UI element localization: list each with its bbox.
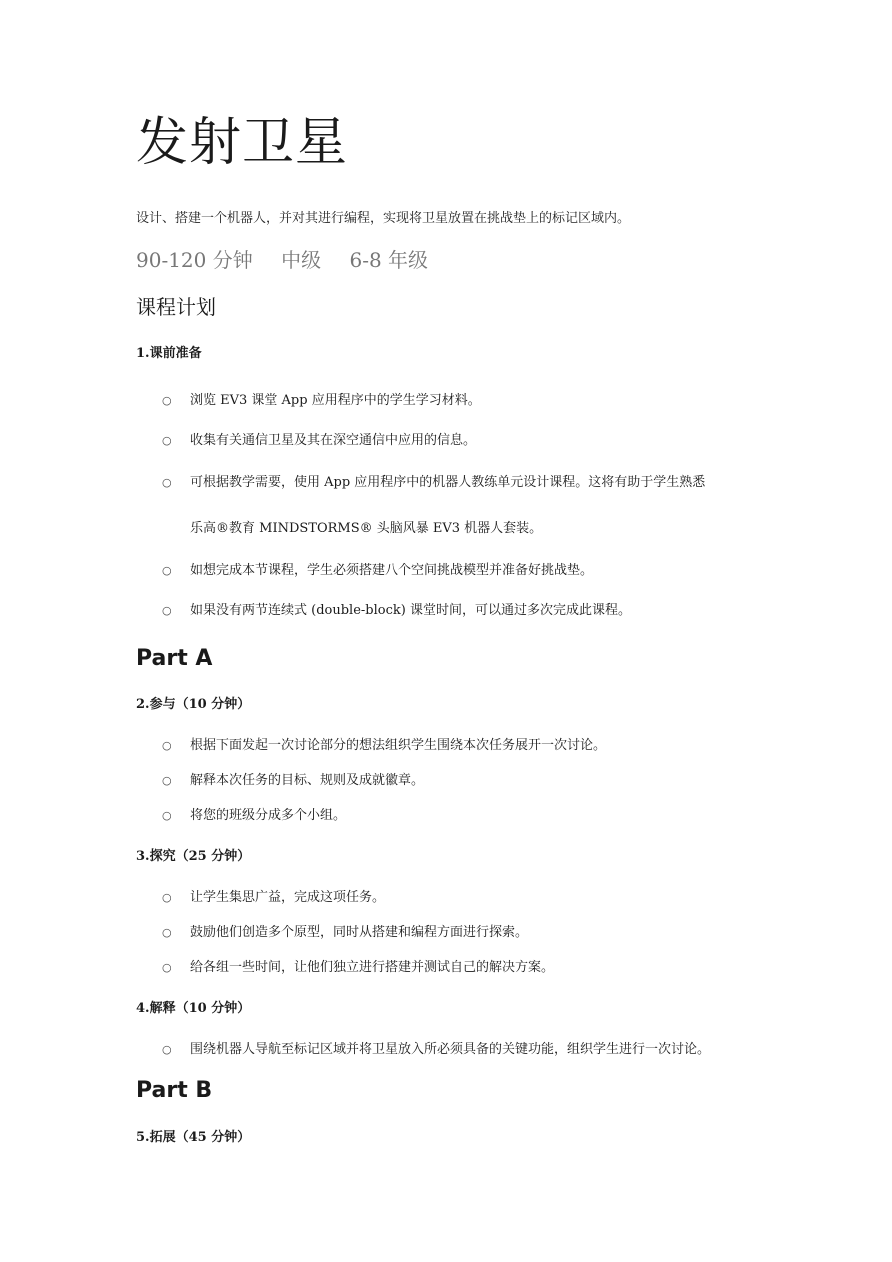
bullet-icon: ○ — [162, 774, 172, 787]
level-label: 中级 — [281, 248, 322, 272]
list-item-text: 如果没有两节连续式 (double-block) 课堂时间，可以通过多次完成此课程。 — [190, 603, 631, 618]
explain-heading: 4.解释（10 分钟） — [136, 1001, 251, 1016]
list-item-text: 鼓励他们创造多个原型，同时从搭建和编程方面进行探索。 — [190, 925, 529, 940]
list-item-text: 如想完成本节课程，学生必须搭建八个空间挑战模型并准备好挑战垫。 — [190, 563, 594, 578]
duration-label: 90-120 分钟 — [136, 248, 253, 272]
list-item-text: 可根据教学需要，使用 App 应用程序中的机器人教练单元设计课程。这将有助于学生熟悉 — [190, 475, 706, 490]
bullet-icon: ○ — [162, 604, 172, 617]
bullet-icon: ○ — [162, 1043, 172, 1056]
bullet-icon: ○ — [162, 434, 172, 447]
bullet-icon: ○ — [162, 809, 172, 822]
list-item-text: 浏览 EV3 课堂 App 应用程序中的学生学习材料。 — [190, 393, 481, 408]
bullet-icon: ○ — [162, 926, 172, 939]
list-item-text: 围绕机器人导航至标记区域并将卫星放入所必须具备的关键功能，组织学生进行一次讨论。 — [190, 1042, 711, 1057]
bullet-icon: ○ — [162, 394, 172, 407]
list-item-text: 给各组一些时间，让他们独立进行搭建并测试自己的解决方案。 — [190, 960, 555, 975]
list-item-text: 收集有关通信卫星及其在深空通信中应用的信息。 — [190, 433, 477, 448]
list-item-text: 乐高®教育 MINDSTORMS® 头脑风暴 EV3 机器人套装。 — [190, 521, 543, 536]
bullet-icon: ○ — [162, 564, 172, 577]
part-b-heading: Part B — [136, 1078, 213, 1103]
engage-heading: 2.参与（10 分钟） — [136, 697, 251, 712]
prep-heading: 1.课前准备 — [136, 346, 202, 361]
bullet-icon: ○ — [162, 891, 172, 904]
lesson-meta — [136, 244, 450, 276]
list-item-text: 将您的班级分成多个小组。 — [190, 808, 347, 823]
lesson-plan-heading: 课程计划 — [136, 295, 216, 319]
list-item-text: 解释本次任务的目标、规则及成就徽章。 — [190, 773, 425, 788]
bullet-icon: ○ — [162, 739, 172, 752]
grade-label: 6-8 年级 — [349, 248, 429, 272]
lesson-description: 设计、搭建一个机器人，并对其进行编程，实现将卫星放置在挑战垫上的标记区域内。 — [136, 211, 631, 226]
explore-heading: 3.探究（25 分钟） — [136, 849, 251, 864]
bullet-icon: ○ — [162, 476, 172, 489]
page-title: 发射卫星 — [136, 113, 349, 173]
elaborate-heading: 5.拓展（45 分钟） — [136, 1130, 251, 1145]
bullet-icon: ○ — [162, 961, 172, 974]
part-a-heading: Part A — [136, 646, 213, 671]
list-item-text: 让学生集思广益，完成这项任务。 — [190, 890, 386, 905]
list-item-text: 根据下面发起一次讨论部分的想法组织学生围绕本次任务展开一次讨论。 — [190, 738, 607, 753]
